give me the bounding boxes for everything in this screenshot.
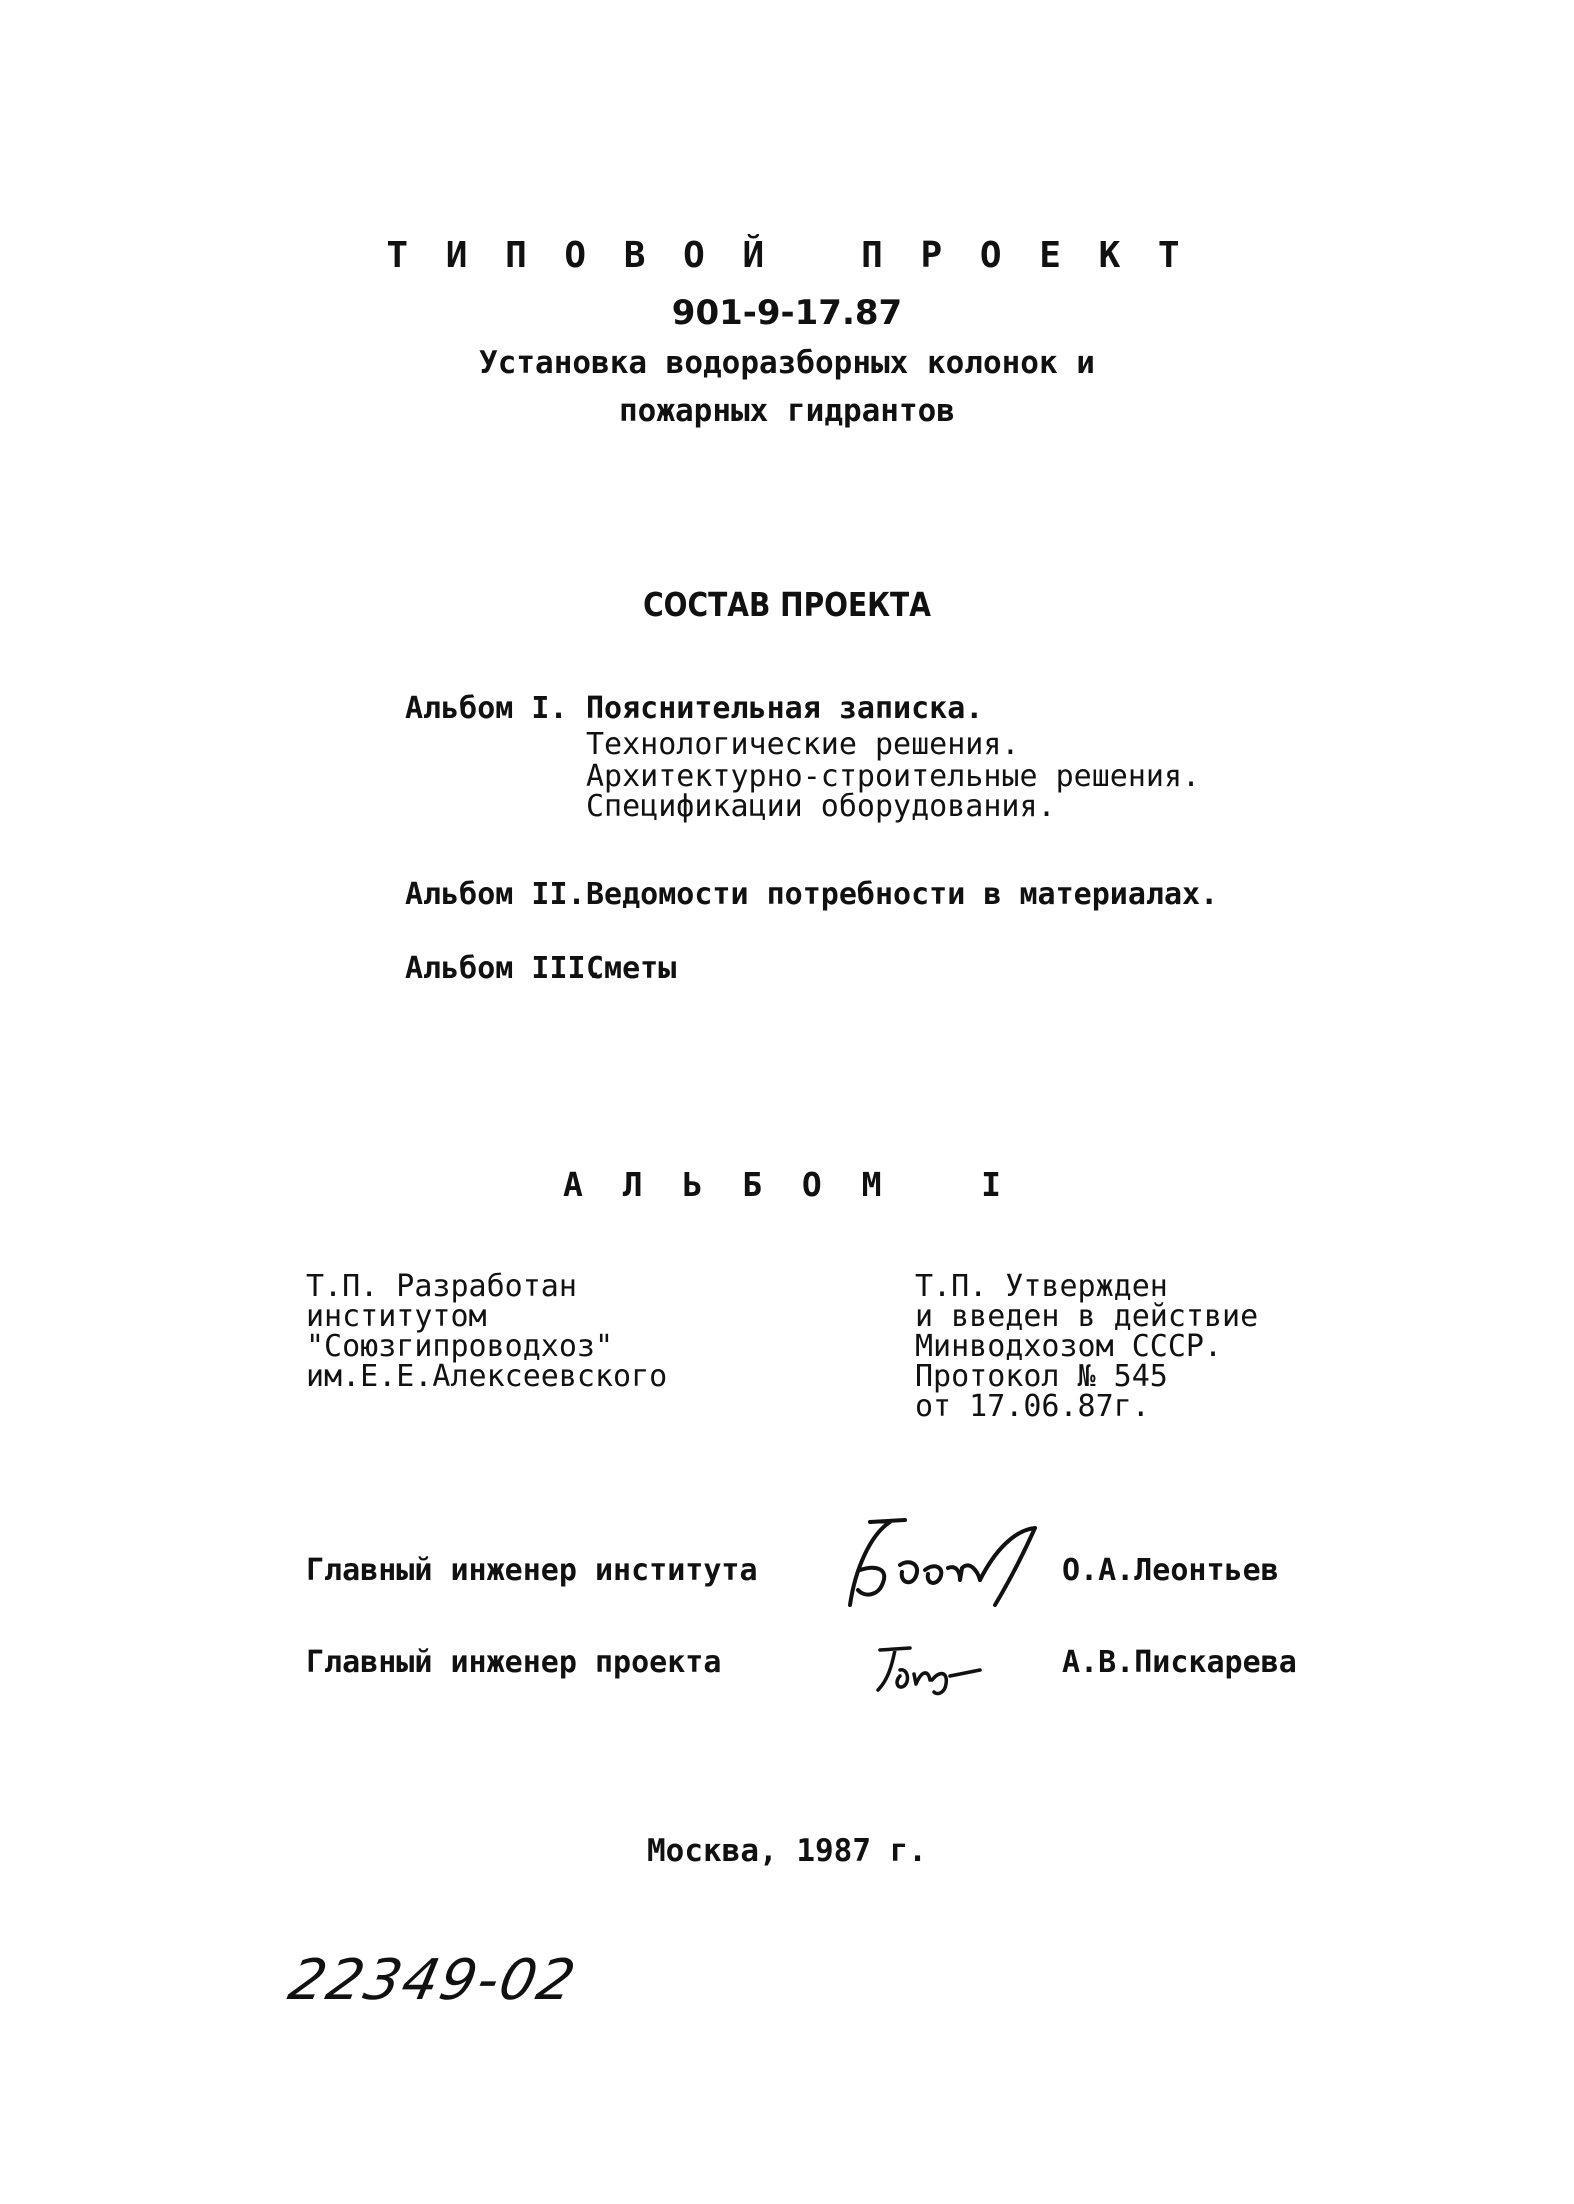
place-year: Москва, 1987 г. [647,1833,927,1869]
album-title: А Л Ь Б О М I [562,1165,1011,1204]
approval-line-3: Минводхозом СССР. [915,1329,1223,1364]
approval-line-2: и введен в действие [915,1299,1259,1334]
project-number: 901-9-17.87 [671,293,903,333]
developer-line-1: Т.П. Разработан [306,1269,577,1304]
project-subtitle-line2: пожарных гидрантов [619,393,955,429]
handwritten-signature-2 [870,1640,990,1700]
composition-heading: СОСТАВ ПРОЕКТА [643,585,931,624]
album-1-label: Альбом I. [405,691,568,726]
signature-name-2: А.В.Пискарева [1062,1645,1297,1680]
album-2-label: Альбом II. [405,877,586,912]
developer-line-4: им.Е.Е.Алексеевского [306,1359,668,1394]
project-subtitle-line1: Установка водоразборных колонок и [479,345,1095,381]
album-1-line-3: Архитектурно-строительные решения. [586,759,1201,794]
project-type-title: Т И П О В О Й П Р О Е К Т [386,235,1188,276]
inventory-stamp-number: 22349-02 [283,1948,583,2013]
developer-line-2: институтом [306,1299,487,1334]
signature-name-1: О.А.Леонтьев [1062,1553,1279,1588]
signature-role-1: Главный инженер института [306,1553,758,1588]
developer-line-3: "Союзгипроводхоз" [306,1329,614,1364]
approval-line-4: Протокол № 545 [915,1359,1168,1394]
album-1-line-1: Пояснительная записка. [586,691,984,726]
signature-role-2: Главный инженер проекта [306,1645,722,1680]
handwritten-signature-1 [830,1510,1055,1620]
album-3-line-1: Сметы [586,951,677,986]
album-2-line-1: Ведомости потребности в материалах. [586,877,1219,912]
album-1-line-2: Технологические решения. [586,727,1020,762]
album-3-label: Альбом III. [405,951,604,986]
approval-line-1: Т.П. Утвержден [915,1269,1168,1304]
album-1-line-4: Спецификации оборудования. [586,789,1056,824]
approval-line-5: от 17.06.87г. [915,1389,1150,1424]
